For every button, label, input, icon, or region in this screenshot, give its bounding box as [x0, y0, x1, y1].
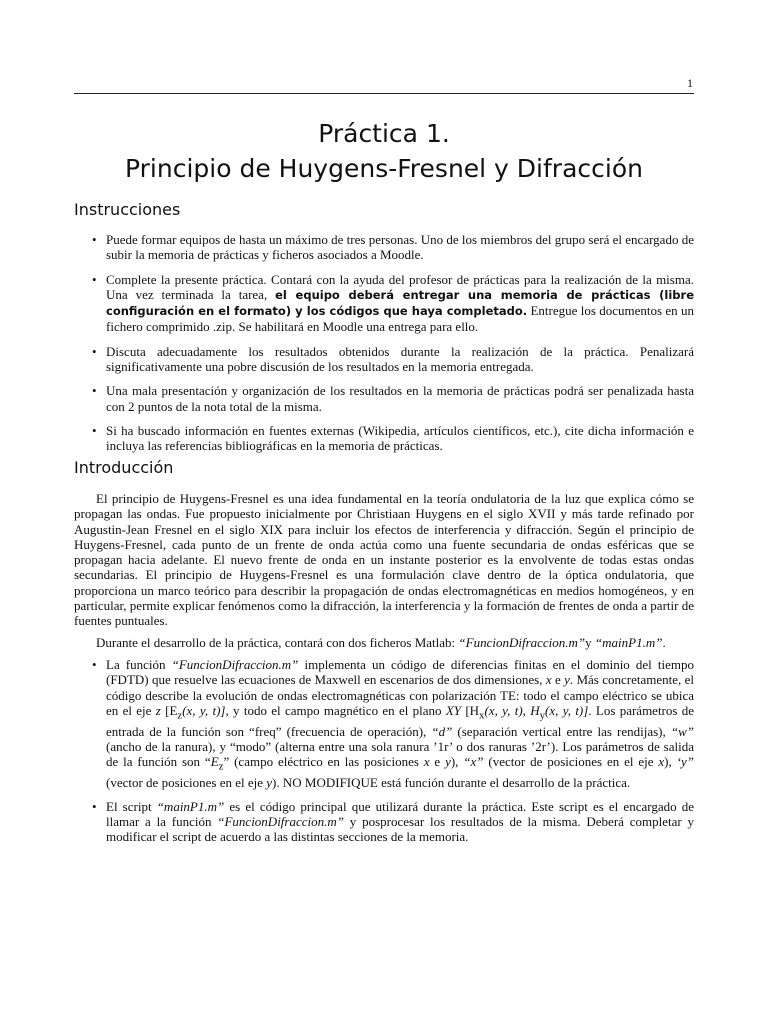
- heading-instrucciones: Instrucciones: [74, 200, 181, 219]
- item-text: Una mala presentación y organización de los resultados en la memoria de prácticas podrá ser penalizada hasta con 2 puntos de la nota total de la misma.: [106, 383, 694, 414]
- file-name: “mainP1.m”: [156, 798, 225, 814]
- file-name: “mainP1.m”: [594, 635, 663, 650]
- files-list: [74, 657, 694, 852]
- list-item: [74, 344, 694, 375]
- file-name: “FuncionDifraccion.m”: [171, 657, 299, 672]
- item-bold-text: el equipo deberá entregar una memoria de prácticas (libre configuración en el formato) y los códigos que haya completado.: [106, 287, 694, 319]
- page-number: 1: [687, 76, 693, 90]
- item-text: Si ha buscado información en fuentes externas (Wikipedia, artículos científicos, etc.), cite dicha información e incluya las referencias bibliográficas en la memoria de prácticas.: [106, 422, 694, 454]
- files-paragraph: [74, 635, 694, 650]
- item-text: Entregue los documentos en un fichero comprimido .zip. Se habilitará en Moodle una entrega para ello.: [106, 303, 694, 335]
- file-name: “FuncionDifraccion.m”: [458, 635, 586, 650]
- file-name: “FuncionDifraccion.m”: [217, 813, 344, 829]
- files-text: Durante el desarrollo de la práctica, contará con dos ficheros Matlab:: [96, 635, 459, 650]
- files-text: .: [662, 635, 666, 650]
- list-item: [74, 383, 694, 414]
- list-item: [74, 232, 694, 263]
- list-item: [74, 272, 694, 335]
- heading-introduccion: Introducción: [74, 458, 174, 477]
- list-item: • El script “mainP1.m” es el código principal que utilizará durante la práctica. Este script es el encargado de llamar a la función “FuncionDifraccion.m” y posprocesar los resultados de la misma. Deberá completar y modificar el script de acuerdo a las distintas secciones de la memoria.: [74, 799, 694, 845]
- list-item: • La función “FuncionDifraccion.m” implementa un código de diferencias finitas en el dominio del tiempo (FDTD) que resuelve las ecuaciones de Maxwell en escenarios de dos dimensiones, x e y. Más concretamente, el código describe la evolución de ondas electromagnéticas con polarización TE: todo el campo eléctrico se ubica en el eje z [$E_z(x$, y, t)], y todo el campo magnético en el plano XY [$H_x(x$, y, t), $H_y(x$, y, t)]. Los parámetros de entrada de la función son “freq” (frecuencia de operación), “d” (separación vertical entre las rendijas), “w” (ancho de la ranura), y “modo” (alterna entre una sola ranura ’1r’ o dos ranuras ’2r’). Los parámetros de salida de la función son “$E_z$” (campo eléctrico en las posiciones x e y), “x” (vector de posiciones en el eje x), ‘y” (vector de posiciones en el eje y). NO MODIFIQUE está función durante el desarrollo de la práctica.: [74, 657, 694, 791]
- intro-paragraph: El principio de Huygens-Fresnel es una idea fundamental en la teoría ondulatoria de la luz que explica cómo se propagan las ondas. Fue propuesto inicialmente por Christiaan Huygens en el siglo XVII y más tarde refinado por Augustin-Jean Fresnel en el siglo XIX para incluir los efectos de interferencia y difracción. Según el principio de Huygens-Fresnel, cada punto de un frente de onda actúa como una fuente secundaria de ondas esféricas que se propagan hacia adelante. El nuevo frente de onda en un instante posterior es la envolvente de todas estas ondas secundarias. El principio de Huygens-Fresnel es una formulación clave dentro de la óptica ondulatoria, que proporciona un marco teórico para describir la propagación de ondas electromagnéticas en medios homogéneos, y en particular, permite explicar fenómenos como la difracción, la interferencia y la formación de frentes de onda a partir de fuentes puntuales.: [74, 491, 694, 629]
- item-text: Complete la presente práctica. Contará con la ayuda del profesor de prácticas para la realización de la misma. Una vez terminada la tarea,: [106, 271, 694, 302]
- title-line-1: Práctica 1.: [318, 119, 450, 148]
- item-text: Discuta adecuadamente los resultados obtenidos durante la realización de la práctica. Penalizará significativamente una pobre discusión de los resultados en la memoria entregada.: [106, 343, 694, 375]
- list-item: [74, 423, 694, 454]
- header-rule: [74, 93, 694, 94]
- title-line-2: Principio de Huygens-Fresnel y Difracción: [125, 154, 643, 183]
- item-text: Puede formar equipos de hasta un máximo de tres personas. Uno de los miembros del grupo será el encargado de subir la memoria de prácticas y ficheros asociados a Moodle.: [106, 232, 694, 263]
- instructions-list: [74, 232, 694, 463]
- files-text: y: [585, 635, 595, 650]
- page-title: [74, 116, 694, 186]
